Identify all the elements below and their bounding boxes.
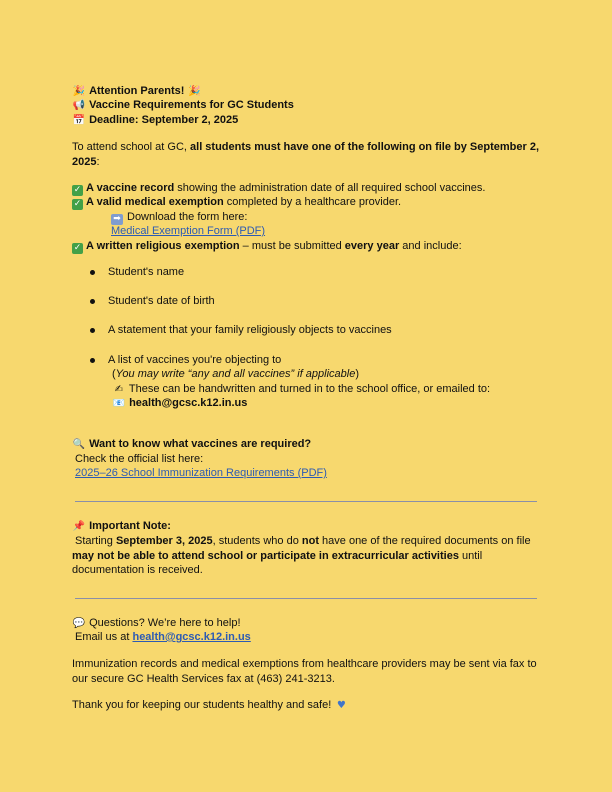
bullet-student-dob: Student's date of birth bbox=[108, 295, 215, 307]
health-email-link[interactable]: health@gcsc.k12.in.us bbox=[132, 631, 251, 643]
header-line-2: 📢 Vaccine Requirements for GC Students bbox=[72, 99, 294, 111]
bullet-dot bbox=[90, 328, 95, 333]
email-line: 📧 health@gcsc.k12.in.us bbox=[112, 397, 248, 409]
divider bbox=[75, 501, 537, 502]
medical-exemption-link-line bbox=[111, 224, 265, 238]
important-note-line-2: may not be able to attend school or participate in extracurricular activities until bbox=[72, 550, 483, 562]
megaphone-icon: 📢 bbox=[72, 100, 86, 111]
fax-line-2: our secure GC Health Services fax at (463) 241-3213. bbox=[72, 673, 335, 685]
option-religious-exemption: ✓ A written religious exemption – must be submitted every year and include: bbox=[73, 240, 462, 253]
handwritten-note: ✍ These can be handwritten and turned in to the school office, or emailed to: bbox=[112, 382, 490, 397]
email-icon: 📧 bbox=[112, 398, 126, 409]
option-vaccine-record: ✓ A vaccine record showing the administration date of all required school vaccines. bbox=[73, 182, 486, 195]
party-popper-icon: 🎉 bbox=[188, 86, 201, 97]
bullet-vaccine-list-note: (You may write “any and all vaccines” if applicable) bbox=[112, 368, 360, 380]
bullet-vaccine-list: A list of vaccines you're objecting to bbox=[108, 354, 282, 366]
intro-line-1: To attend school at GC, all students must have one of the following on file by September 2, bbox=[72, 141, 540, 153]
bullet-dot bbox=[90, 299, 95, 304]
bullet-religious-statement: A statement that your family religiously objects to vaccines bbox=[108, 324, 392, 336]
header-line-3: 📅 Deadline: September 2, 2025 bbox=[72, 114, 239, 126]
questions-title: 💬 Questions? We’re here to help! bbox=[72, 617, 241, 629]
header-line-1: 🎉 Attention Parents! 🎉 bbox=[72, 85, 201, 97]
bullet-student-name: Student's name bbox=[108, 266, 185, 278]
calendar-icon: 📅 bbox=[72, 115, 86, 126]
immunization-requirements-link[interactable]: 2025–26 School Immunization Requirements (PDF) bbox=[75, 467, 327, 479]
want-to-know-sub: Check the official list here: bbox=[75, 453, 204, 465]
download-form-line: ➡ Download the form here: bbox=[111, 210, 247, 225]
magnifying-glass-icon: 🔍 bbox=[72, 439, 86, 450]
want-to-know-title: 🔍 Want to know what vaccines are required? bbox=[72, 438, 312, 450]
fax-line-1: Immunization records and medical exemptions from healthcare providers may be sent via fax to bbox=[72, 658, 537, 670]
pushpin-icon: 📌 bbox=[72, 521, 86, 532]
party-popper-icon: 🎉 bbox=[72, 86, 86, 97]
immunization-requirements-link-line bbox=[75, 466, 327, 480]
blue-heart-icon: ♥ bbox=[336, 700, 346, 711]
right-arrow-icon: ➡ bbox=[111, 214, 123, 225]
important-note-line-3: documentation is received. bbox=[72, 564, 203, 576]
important-note-line-1: Starting September 3, 2025, students who do not have one of the required documents on file bbox=[75, 535, 531, 547]
intro-line-2: 2025: bbox=[72, 156, 100, 168]
questions-email-line: Email us at health@gcsc.k12.in.us bbox=[75, 631, 251, 643]
check-mark-icon: ✓ bbox=[73, 199, 82, 209]
important-note-title: 📌 Important Note: bbox=[72, 520, 171, 532]
speech-bubble-icon: 💬 bbox=[72, 618, 86, 629]
medical-exemption-form-link[interactable]: Medical Exemption Form (PDF) bbox=[111, 225, 266, 237]
divider bbox=[75, 598, 537, 599]
bullet-dot bbox=[90, 270, 95, 275]
thanks-line: Thank you for keeping our students healthy and safe! ♥ bbox=[72, 698, 348, 713]
bullet-dot bbox=[90, 358, 95, 363]
option-medical-exemption: ✓ A valid medical exemption completed by a healthcare provider. bbox=[73, 196, 402, 209]
writing-hand-icon: ✍ bbox=[114, 384, 124, 395]
check-mark-icon: ✓ bbox=[73, 185, 82, 195]
check-mark-icon: ✓ bbox=[73, 243, 82, 253]
